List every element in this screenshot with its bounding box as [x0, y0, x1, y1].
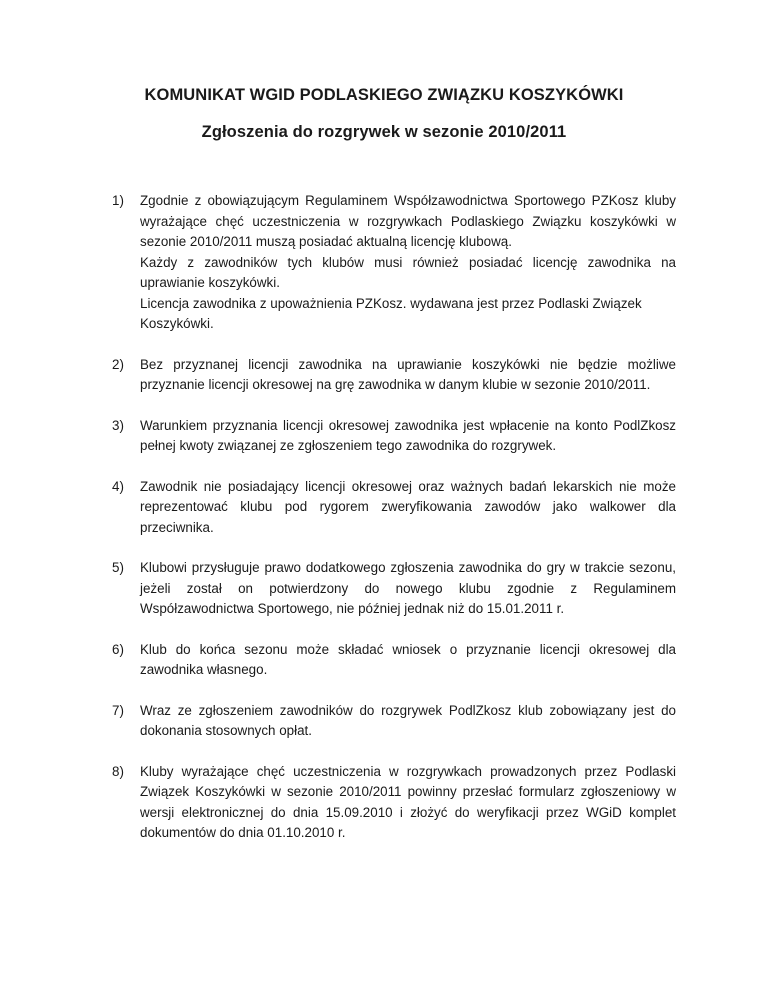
- list-item-paragraph: Licencja zawodnika z upoważnienia PZKosz. wydawana jest przez Podlaski Związek Koszykówki.: [140, 295, 642, 331]
- list-item-paragraph: Warunkiem przyznania licencji okresowej zawodnika jest wpłacenie na konto PodlZkosz pełnej kwoty związanej ze zgłoszeniem tego zawodnika do rozgrywek.: [140, 417, 676, 453]
- list-item-number: 2): [112, 356, 124, 372]
- list-item-7: [112, 701, 676, 742]
- list-item-paragraph: Kluby wyrażające chęć uczestniczenia w rozgrywkach prowadzonych przez Podlaski Związek Koszykówki w sezonie 2010/2011 powinny przesłać formularz zgłoszeniowy w wersji elektronicznej do dnia 15.09.2010 i złożyć do weryfikacji przez WGiD komplet dokumentów do dnia 01.10.2010 r.: [140, 763, 676, 840]
- list-item-number: 7): [112, 702, 124, 718]
- list-item-paragraph: Zgodnie z obowiązującym Regulaminem Współzawodnictwa Sportowego PZKosz kluby wyrażające chęć uczestniczenia w rozgrywkach Podlaskiego Związku koszykówki w sezonie 2010/2011 muszą posiadać aktualną licencję klubową.: [140, 193, 676, 249]
- list-item-number: 6): [112, 641, 124, 657]
- list-item-number: 5): [112, 560, 124, 575]
- list-item-paragraph: Klubowi przysługuje prawo dodatkowego zgłoszenia zawodnika do gry w trakcie sezonu, jeżeli został on potwierdzony do nowego klubu zgodnie z Regulaminem Współzawodnictwa Sportowego, nie później jednak niż do 15.01.2011 r.: [140, 560, 676, 616]
- list-item-4: [112, 477, 676, 539]
- numbered-list: [112, 191, 676, 864]
- list-item-6: [112, 640, 676, 681]
- list-item-number: 3): [112, 417, 124, 433]
- document-subtitle: Zgłoszenia do rozgrywek w sezonie 2010/2011: [201, 123, 567, 141]
- list-item-number: 4): [112, 478, 124, 494]
- list-item-3: [112, 416, 676, 457]
- list-item-1: [112, 191, 676, 335]
- list-item-5: [112, 558, 676, 620]
- list-item-2: [112, 355, 676, 396]
- list-item-paragraph: Każdy z zawodników tych klubów musi również posiadać licencję zawodnika na uprawianie koszykówki.: [140, 254, 676, 290]
- list-item-paragraph: Zawodnik nie posiadający licencji okresowej oraz ważnych badań lekarskich nie może reprezentować klubu pod rygorem zweryfikowania zawodów jako walkower dla przeciwnika.: [140, 478, 676, 535]
- list-item-8: [112, 762, 676, 844]
- list-item-number: 1): [112, 193, 124, 208]
- list-item-paragraph: Wraz ze zgłoszeniem zawodników do rozgrywek PodlZkosz klub zobowiązany jest do dokonania stosownych opłat.: [140, 702, 676, 738]
- list-item-number: 8): [112, 763, 124, 779]
- list-item-paragraph: Bez przyznanej licencji zawodnika na uprawianie koszykówki nie będzie możliwe przyznanie licencji okresowej na grę zawodnika w danym klubie w sezonie 2010/2011.: [140, 356, 676, 392]
- document-title: KOMUNIKAT WGID PODLASKIEGO ZWIĄZKU KOSZYKÓWKI: [144, 86, 624, 104]
- list-item-paragraph: Klub do końca sezonu może składać wniosek o przyznanie licencji okresowej dla zawodnika własnego.: [140, 641, 676, 677]
